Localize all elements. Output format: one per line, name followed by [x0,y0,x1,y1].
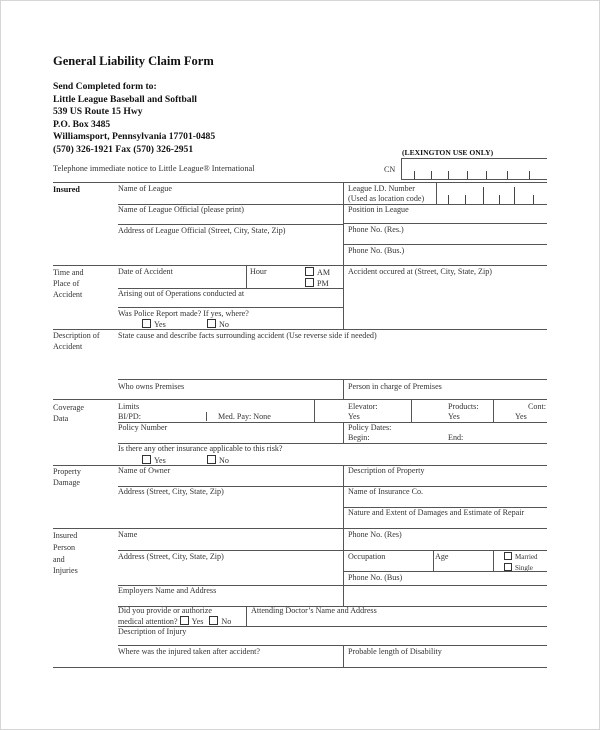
other-insurance-label: Is there any other insurance applicable to this risk? [118,444,283,453]
checkbox-icon [209,616,218,625]
elevator-value: Yes [348,412,360,421]
age-field[interactable]: Age [435,552,449,561]
send-to-label: Send Completed form to: [53,81,157,92]
police-yes-checkbox[interactable]: Yes [142,319,166,330]
checkbox-icon [305,278,314,287]
medical-yes-checkbox[interactable]: Yes [180,617,204,626]
policy-number-field[interactable]: Policy Number [118,423,168,432]
attending-doctor-field[interactable]: Attending Doctor’s Name and Address [251,606,377,615]
insurance-co-field[interactable]: Name of Insurance Co. [348,487,424,496]
org-po-box: P.O. Box 3485 [53,118,111,130]
section-coverage-2: Data [53,414,69,423]
medical-attention-question: medical attention? Yes No [118,617,232,626]
league-id-field[interactable] [436,182,547,204]
checkbox-icon [207,455,216,464]
accident-location-field[interactable]: Accident occured at (Street, City, State, Zip) [348,267,492,276]
section-property-1: Property [53,467,81,476]
accident-facts-field[interactable]: State cause and describe facts surrounding accident (Use reverse side if needed) [118,331,377,340]
injured-address-field[interactable]: Address (Street, City, State, Zip) [118,552,224,561]
phone-bus-field[interactable]: Phone No. (Bus.) [348,246,405,255]
position-field[interactable]: Position in League [348,205,409,214]
who-owns-premises-field[interactable]: Who owns Premises [118,382,185,391]
policy-begin-field[interactable]: Begin: [348,433,370,442]
section-coverage-1: Coverage [53,403,85,412]
medical-attention-label: Did you provide or authorize [118,606,212,615]
occupation-field[interactable]: Occupation [348,552,386,561]
phone-res-field[interactable]: Phone No. (Res.) [348,225,404,234]
checkbox-icon [142,455,151,464]
elevator-label: Elevator: [348,402,378,411]
cn-label: CN [384,165,396,174]
injury-description-field[interactable]: Description of Injury [118,627,187,636]
person-in-charge-field[interactable]: Person in charge of Premises [348,382,442,391]
other-insurance-yes-checkbox[interactable]: Yes [142,455,166,466]
injured-phone-bus-field[interactable]: Phone No. (Bus) [348,573,403,582]
form-title: General Liability Claim Form [53,54,214,68]
checkbox-icon [207,319,216,328]
org-name: Little League Baseball and Softball [53,93,197,105]
section-time-place-2: Place of [53,279,80,288]
property-description-field[interactable]: Description of Property [348,466,425,475]
checkbox-icon [142,319,151,328]
injured-phone-res-field[interactable]: Phone No. (Res) [348,530,402,539]
name-of-league-field[interactable]: Name of League [118,184,172,193]
married-checkbox[interactable]: Married [504,552,538,562]
section-insured: Insured [53,185,80,194]
cont-label: Cont: [528,402,546,411]
policy-end-field[interactable]: End: [448,433,464,442]
telephone-notice: Telephone immediate notice to Little League® International [53,164,255,173]
league-id-label: League I.D. Number [348,184,415,193]
bipd-field[interactable]: BI/PD: [118,412,141,421]
pm-checkbox[interactable]: PM [305,278,329,289]
limits-label: Limits [118,402,140,411]
checkbox-icon [305,267,314,276]
damage-estimate-field[interactable]: Nature and Extent of Damages and Estimate of Repair [348,508,525,517]
org-phone: (570) 326-1921 Fax (570) 326-2951 [53,144,194,155]
taken-where-field[interactable]: Where was the injured taken after accident? [118,647,261,656]
cn-field[interactable] [401,158,547,180]
injured-name-field[interactable]: Name [118,530,138,539]
section-injured-3: and [53,555,65,564]
hour-field[interactable]: Hour [250,267,267,276]
police-report-label: Was Police Report made? If yes, where? [118,309,249,318]
league-official-field[interactable]: Name of League Official (please print) [118,205,244,214]
cont-value: Yes [515,412,527,421]
section-description-1: Description of [53,331,100,340]
other-insurance-no-checkbox[interactable]: No [207,455,229,466]
am-checkbox[interactable]: AM [305,267,330,278]
products-value: Yes [448,412,460,421]
section-description-2: Accident [53,342,83,351]
section-time-place-3: Accident [53,290,83,299]
org-city: Williamsport, Pennsylvania 17701-0485 [53,131,216,142]
league-id-sublabel: (Used as location code) [348,194,425,203]
medical-no-checkbox[interactable]: No [209,617,231,626]
section-injured-4: Injuries [53,566,78,575]
products-label: Products: [448,402,479,411]
policy-dates-label: Policy Dates: [348,423,392,432]
owner-name-field[interactable]: Name of Owner [118,466,171,475]
section-injured-2: Person [53,543,76,552]
official-address-field[interactable]: Address of League Official (Street, City, State, Zip) [118,226,286,235]
lexington-use-only: (LEXINGTON USE ONLY) [402,148,494,157]
checkbox-icon [504,563,512,571]
checkbox-icon [504,552,512,560]
operations-field[interactable]: Arising out of Operations conducted at [118,289,245,298]
police-no-checkbox[interactable]: No [207,319,229,330]
section-property-2: Damage [53,478,80,487]
checkbox-icon [180,616,189,625]
owner-address-field[interactable]: Address (Street, City, State, Zip) [118,487,224,496]
disability-length-field[interactable]: Probable length of Disability [348,647,442,656]
med-pay-field[interactable]: Med. Pay: None [218,412,271,421]
section-time-place-1: Time and [53,268,84,277]
single-checkbox[interactable]: Single [504,563,533,573]
employer-field[interactable]: Employers Name and Address [118,586,217,595]
org-street: 539 US Route 15 Hwy [53,106,143,117]
date-of-accident-field[interactable]: Date of Accident [118,267,173,276]
section-injured-1: Insured [53,531,78,540]
